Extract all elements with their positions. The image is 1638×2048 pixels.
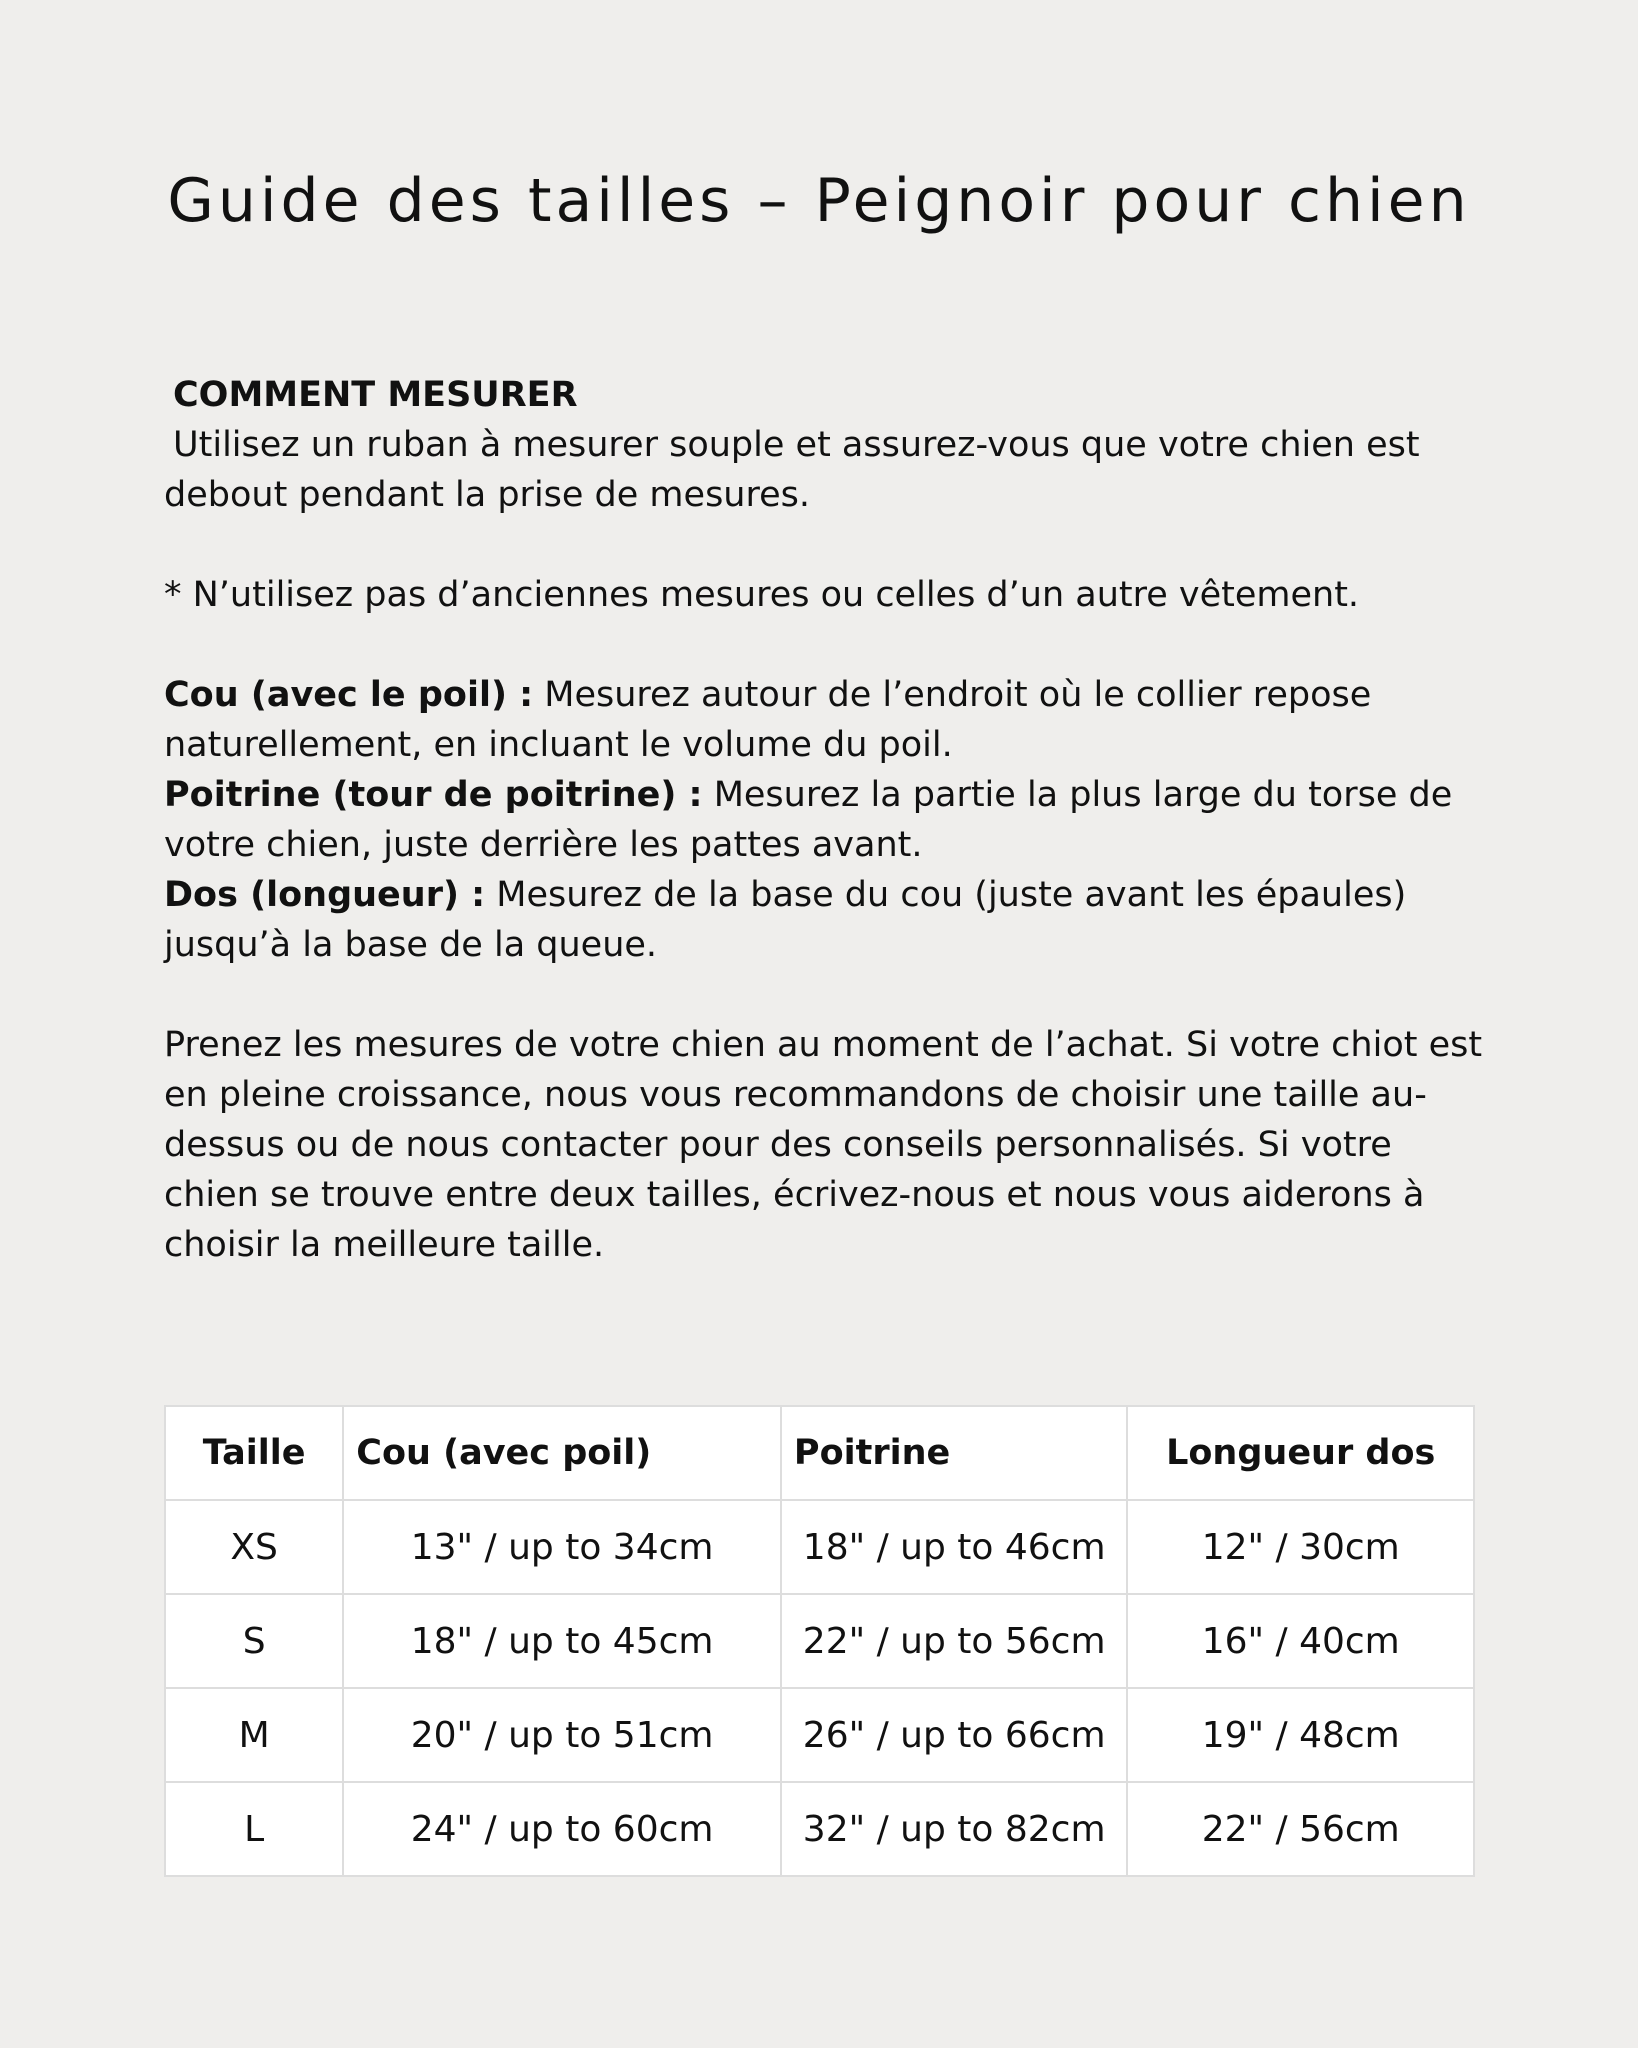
header-neck: Cou (avec poil) bbox=[343, 1406, 781, 1500]
table-header-row bbox=[165, 1406, 1474, 1500]
page-title: Guide des tailles – Peignoir pour chien bbox=[167, 166, 1471, 236]
back-length-cell: 22" / 56cm bbox=[1127, 1782, 1474, 1876]
header-back-length: Longueur dos bbox=[1127, 1406, 1474, 1500]
back-description: Mesurez de la base du cou (juste avant les épaules) jusqu’à la base de la queue. bbox=[164, 875, 1407, 965]
chest-instruction bbox=[164, 770, 1484, 870]
measuring-instructions bbox=[164, 370, 1484, 1270]
advice-paragraph: Prenez les mesures de votre chien au moment de l’achat. Si votre chiot est en pleine croissance, nous vous recommandons de choisir une taille au-dessus ou de nous contacter pour des conseils personnalisés. Si votre chien se trouve entre deux tailles, écrivez-nous et nous vous aiderons à choisir la meilleure taille. bbox=[164, 1025, 1483, 1265]
table-row bbox=[165, 1500, 1474, 1594]
table-row bbox=[165, 1594, 1474, 1688]
neck-instruction bbox=[164, 670, 1484, 770]
chest-term: Poitrine (tour de poitrine) : bbox=[164, 775, 703, 815]
intro-text-line-2: debout pendant la prise de mesures. bbox=[164, 475, 810, 515]
back-length-cell: 19" / 48cm bbox=[1127, 1688, 1474, 1782]
neck-description: Mesurez autour de l’endroit où le collier repose naturellement, en incluant le volume du poil. bbox=[164, 675, 1372, 765]
note-text: * N’utilisez pas d’anciennes mesures ou celles d’un autre vêtement. bbox=[164, 575, 1360, 615]
neck-term: Cou (avec le poil) : bbox=[164, 675, 534, 715]
neck-cell: 20" / up to 51cm bbox=[343, 1688, 781, 1782]
header-size: Taille bbox=[165, 1406, 343, 1500]
intro-text-line-1: Utilisez un ruban à mesurer souple et assurez-vous que votre chien est bbox=[173, 425, 1420, 465]
table-row bbox=[165, 1688, 1474, 1782]
table-row bbox=[165, 1782, 1474, 1876]
section-heading: COMMENT MESURER bbox=[173, 375, 578, 415]
back-term: Dos (longueur) : bbox=[164, 875, 486, 915]
header-chest: Poitrine bbox=[781, 1406, 1128, 1500]
size-cell: S bbox=[165, 1594, 343, 1688]
size-table bbox=[164, 1405, 1475, 1877]
back-length-cell: 16" / 40cm bbox=[1127, 1594, 1474, 1688]
neck-cell: 18" / up to 45cm bbox=[343, 1594, 781, 1688]
back-length-cell: 12" / 30cm bbox=[1127, 1500, 1474, 1594]
chest-cell: 26" / up to 66cm bbox=[781, 1688, 1128, 1782]
chest-description: Mesurez la partie la plus large du torse de votre chien, juste derrière les pattes avant. bbox=[164, 775, 1453, 865]
size-cell: M bbox=[165, 1688, 343, 1782]
neck-cell: 13" / up to 34cm bbox=[343, 1500, 781, 1594]
size-cell: XS bbox=[165, 1500, 343, 1594]
size-cell: L bbox=[165, 1782, 343, 1876]
chest-cell: 22" / up to 56cm bbox=[781, 1594, 1128, 1688]
chest-cell: 32" / up to 82cm bbox=[781, 1782, 1128, 1876]
back-instruction bbox=[164, 870, 1484, 970]
chest-cell: 18" / up to 46cm bbox=[781, 1500, 1128, 1594]
neck-cell: 24" / up to 60cm bbox=[343, 1782, 781, 1876]
